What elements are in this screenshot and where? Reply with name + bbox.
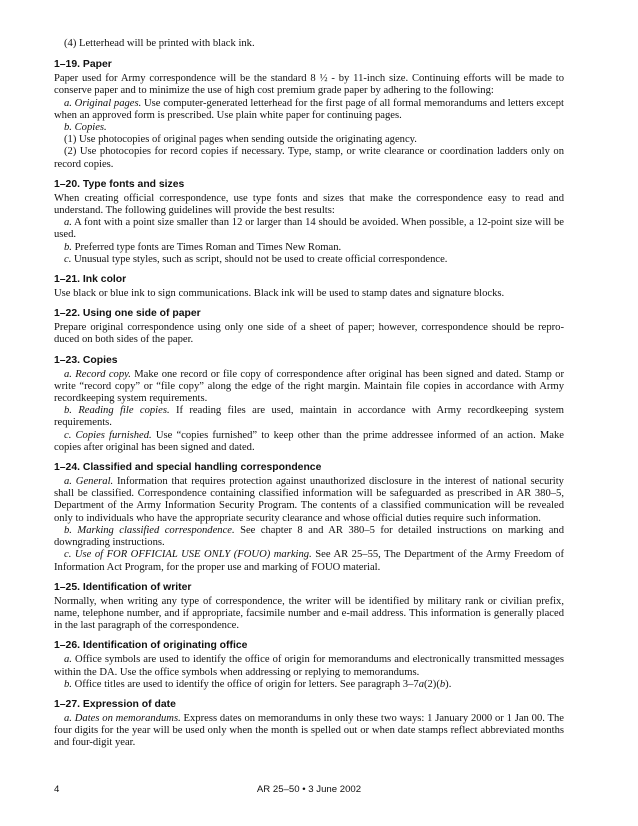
paragraph: When creating official correspondence, use type fonts and sizes that make the correspondence easy to read and understand. The following guidelines will provide the best results: [54, 192, 564, 217]
section-heading: 1–23. Copies [54, 354, 118, 366]
intro-paragraph: (4) Letterhead will be printed with black ink. [64, 38, 255, 49]
subparagraph-text: See AR 25–55, The Department of the Army Freedom of Information Act Program, for the proper use and marking of FOUO material. [54, 549, 565, 573]
subparagraph-text: Use computer-generated letterhead for the first page of all formal memorandums and letters except when an approved form is prescribed. Use plain white paper for continuing pages. [54, 97, 564, 121]
paragraph-b1: (1) Use photocopies of original pages when sending outside the originating agency. [64, 134, 417, 146]
paragraph-reference-a: a [418, 678, 424, 690]
paragraph-b [54, 525, 564, 549]
section-1-21 [54, 274, 564, 300]
paragraph-b2: (2) Use photocopies for record copies if necessary. Type, stamp, or write clearance or coordination ladders only on record copies. [54, 146, 564, 170]
paragraph-a [54, 713, 564, 750]
paragraph-a [54, 476, 564, 525]
subparagraph-label: b. Reading file copies. [64, 405, 170, 417]
subparagraph-label: a. Dates on memorandums. [64, 712, 181, 724]
section-heading: 1–22. Using one side of paper [54, 308, 201, 320]
section-1-22 [54, 308, 564, 346]
subparagraph-label: b. Copies. [64, 122, 107, 134]
section-1-23 [54, 355, 564, 454]
section-1-26 [54, 640, 564, 691]
document-page [54, 38, 564, 758]
paragraph-b [54, 242, 564, 254]
subparagraph-text: Unusual type styles, such as script, should not be used to create official correspondence. [71, 253, 448, 265]
section-1-20 [54, 179, 564, 266]
paragraph-b [54, 405, 564, 429]
subparagraph-label: a. [64, 654, 72, 666]
subparagraph-label: b. [64, 678, 72, 690]
paragraph-a [54, 654, 564, 678]
paragraph-reference-mid: (2)( [423, 678, 440, 690]
section-1-24 [54, 462, 564, 574]
subparagraph-text: A font with a point size smaller than 12 or larger than 14 should be avoided. When possible, a 12-point size will be used. [54, 217, 564, 241]
section-heading: 1–20. Type fonts and sizes [54, 178, 185, 190]
section-heading: 1–24. Classified and special handling correspondence [54, 462, 322, 474]
subparagraph-text: Express dates on memorandums in only these two ways: 1 January 2000 or 1 Jan 00. The four digits for the year will be used only when the month is spelled out or when date stamps reflect abbreviated months and four-digit year. [54, 712, 564, 749]
paragraph-b [54, 122, 564, 134]
paragraph-c [54, 430, 564, 454]
section-heading: 1–21. Ink color [54, 274, 127, 286]
paragraph: Prepare original correspondence using only one side of a sheet of paper; however, correspondence should be repro- duced on both sides of the paper. [54, 322, 564, 346]
subparagraph-label: b. Marking classified correspondence. [64, 524, 235, 536]
subparagraph-label: a. Record copy. [64, 368, 131, 380]
subparagraph-label: b. [64, 241, 72, 253]
subparagraph-label: a. Original pages. [64, 97, 142, 109]
paragraph-a [54, 98, 564, 122]
paragraph-c [54, 254, 564, 266]
subparagraph-label: a. General. [64, 476, 114, 488]
paragraph-b [54, 679, 564, 691]
subparagraph-label: c. [64, 253, 72, 265]
subparagraph-text: Office titles are used to identify the office of origin for letters. See paragraph 3–7 [71, 678, 419, 690]
subparagraph-text: Use “copies furnished” to keep other than the prime addressee informed of an action. Make copies after original has been signed and dated. [54, 429, 565, 453]
paragraph-reference-end: ). [445, 678, 452, 690]
footer-text: AR 25–50 • 3 June 2002 [256, 784, 362, 795]
section-heading: 1–26. Identification of originating office [54, 640, 248, 652]
section-1-19 [54, 59, 564, 171]
subparagraph-text: If reading files are used, maintain in accordance with Army recordkeeping system requirements. [54, 405, 564, 429]
paragraph: Normally, when writing any type of correspondence, the writer will be identified by military rank or civilian prefix, name, telephone number, and if appropriate, facsimile number and e-mail address. This information is generally placed in the last paragraph of the correspondence. [54, 595, 564, 632]
subparagraph-text: Preferred type fonts are Times Roman and Times New Roman. [71, 241, 342, 253]
paragraph-a [54, 217, 564, 241]
subparagraph-label: c. Copies furnished. [64, 429, 152, 441]
paragraph: Use black or blue ink to sign communications. Black ink will be used to stamp dates and signature blocks. [54, 288, 505, 300]
paragraph-reference-b: b [439, 678, 446, 690]
section-1-27 [54, 699, 564, 750]
paragraph-a [54, 369, 564, 406]
section-heading: 1–19. Paper [54, 59, 112, 71]
subparagraph-text: Information that requires protection against unauthorized disclosure in the interest of national security shall be classified. Correspondence containing classified information will be safeguarded as prescribed in AR 380–5, Department of the Army Information Security Program. The contents of a classified communication will be revealed only to individuals who have the appropriate security clearance and whose official duties require such information. [54, 476, 564, 524]
subparagraph-text: Office symbols are used to identify the office of origin for memorandums and electronically transmitted messages within the DA. Use the office symbols when addressing or replying to memorandums. [54, 654, 564, 678]
paragraph: Paper used for Army correspondence will be the standard 8 ½ - by 11-inch size. Continuing efforts will be made to conserve paper and to minimize the use of high cost premium grade paper by adhering to the following: [54, 73, 564, 97]
subparagraph-label: c. Use of FOR OFFICIAL USE ONLY (FOUO) marking. [64, 549, 312, 561]
page-number: 4 [54, 784, 60, 795]
subparagraph-label: a. [64, 217, 72, 229]
subparagraph-text: Make one record or file copy of correspondence after original has been signed and dated. Stamp or write “record copy” or “file copy” along the edge of the right margin. Maintain file copies in accordance with Army recordkeeping system requirements. [54, 368, 564, 405]
section-1-25 [54, 582, 564, 633]
paragraph-c [54, 549, 564, 573]
section-heading: 1–27. Expression of date [54, 698, 176, 710]
subparagraph-text: See chapter 8 and AR 380–5 for detailed instructions on marking and downgrading instructions. [54, 524, 564, 549]
section-heading: 1–25. Identification of writer [54, 581, 192, 593]
